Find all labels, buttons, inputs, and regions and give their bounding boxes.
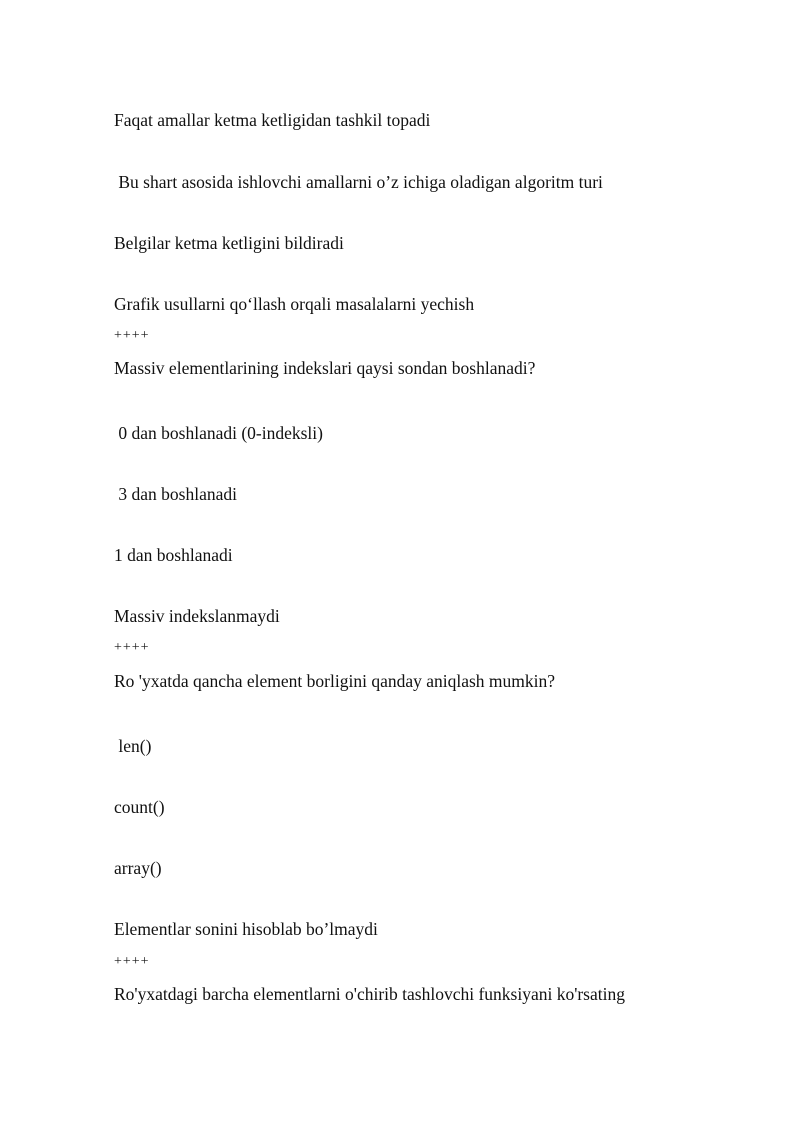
question-line: Massiv elementlarining indekslari qaysi sondan boshlanadi? [114,358,536,378]
question-line: Ro 'yxatda qancha element borligini qanday aniqlash mumkin? [114,671,556,691]
question-line: Ro'yxatdagi barcha elementlarni o'chirib tashlovchi funksiyani ko'rsating [114,984,625,1004]
option-line: Faqat amallar ketma ketligidan tashkil topadi [114,110,431,130]
question-separator: ++++ [114,640,150,655]
option-line: Massiv indekslanmaydi [114,606,280,626]
option-line: array() [114,858,162,878]
option-line: len() [114,736,152,756]
option-line: 1 dan boshlanadi [114,545,233,565]
option-line: 3 dan boshlanadi [114,484,237,504]
option-line: Elementlar sonini hisoblab bo’lmaydi [114,919,378,939]
option-line: Grafik usullarni qo‘llash orqali masalalarni yechish [114,294,475,314]
question-separator: ++++ [114,328,150,343]
option-line: count() [114,797,165,817]
question-separator: ++++ [114,954,150,969]
option-line: 0 dan boshlanadi (0-indeksli) [114,423,323,443]
option-line: Belgilar ketma ketligini bildiradi [114,233,344,253]
option-line: Bu shart asosida ishlovchi amallarni o’z ichiga oladigan algoritm turi [114,172,603,192]
